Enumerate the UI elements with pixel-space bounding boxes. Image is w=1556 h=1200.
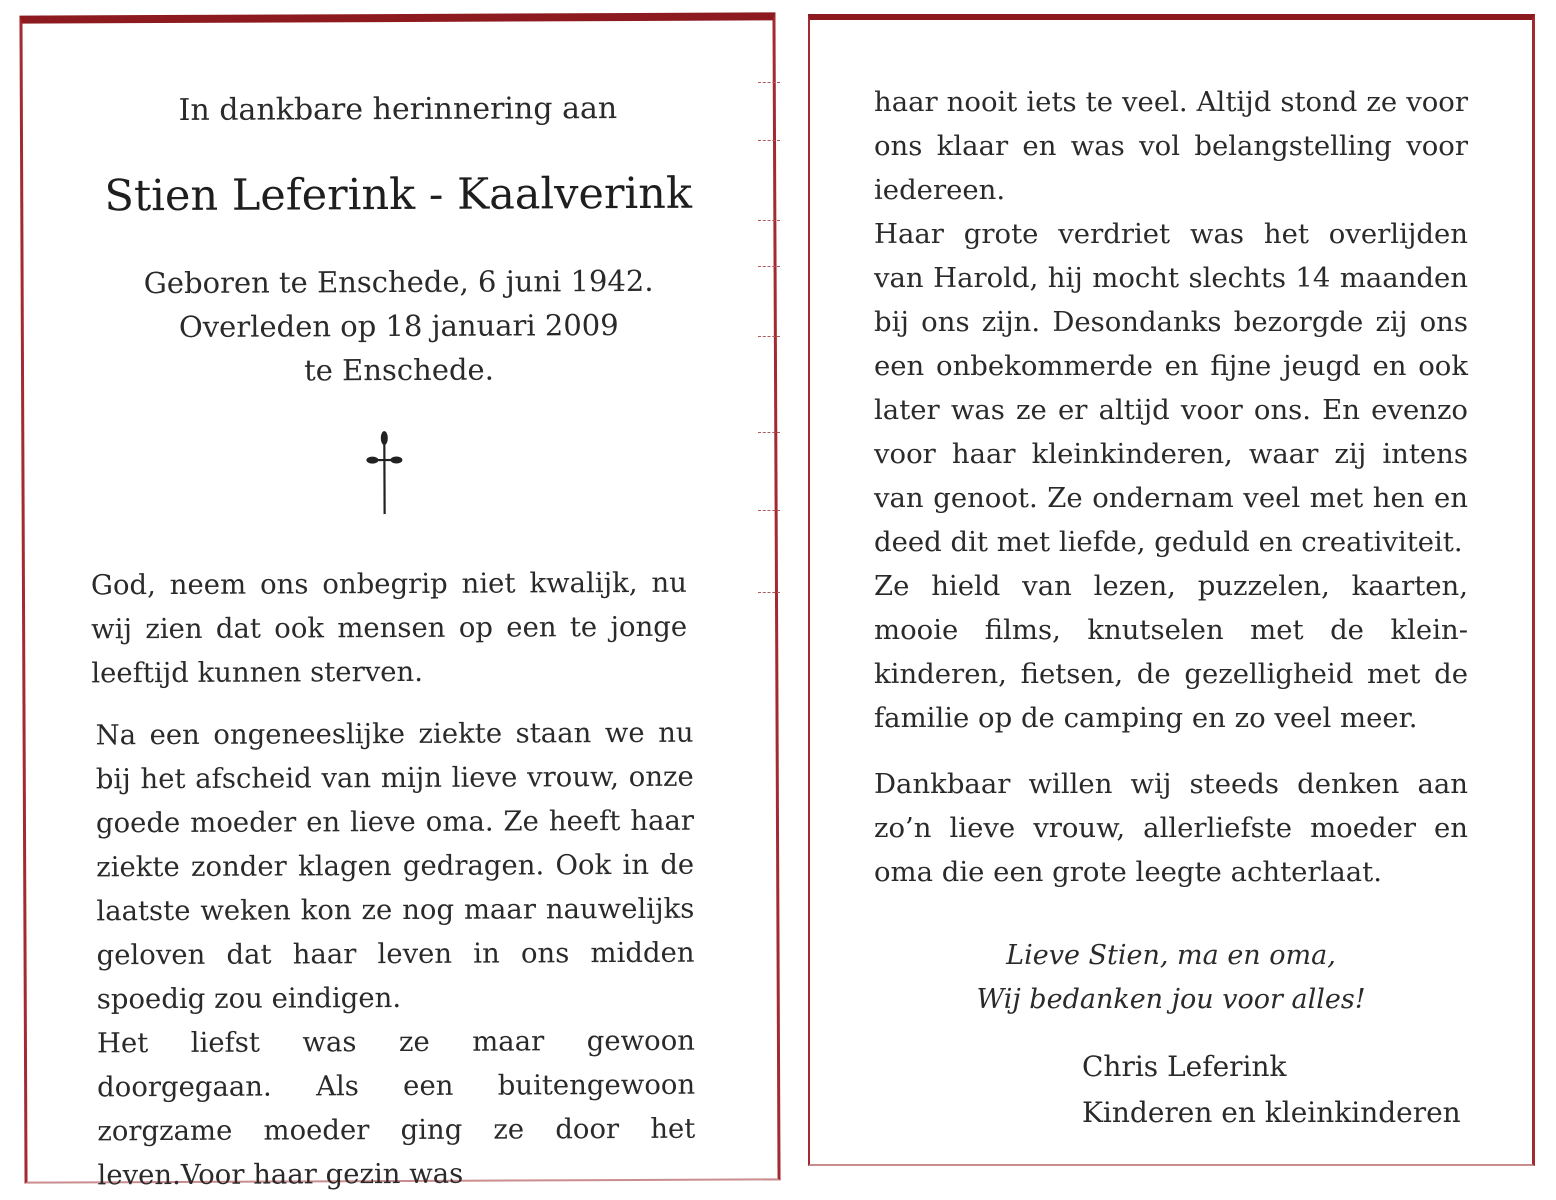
life-dates (24, 258, 775, 393)
hobbies-paragraph: Ze hield van lezen, puzzelen, kaarten, mooie films, knutselen met de klein-kinderen, fietsen, de gezelligheid met de familie op de camping en zo veel meer. (874, 570, 1468, 734)
cross-icon (364, 426, 404, 516)
continuation-paragraph: haar nooit iets te veel. Altijd stond ze voor ons klaar en was vol belangstelling voor iedereen. (874, 86, 1468, 206)
grief-paragraph: Haar grote verdriet was het overlijden van Harold, hij mocht slechts 14 maanden bij ons zijn. Desondanks bezorgde zij ons een onbekommerde en fijne jeugd en ook later was ze er altijd voor ons. En evenzo voor haar kleinkinderen, waar zij intens van genoot. Ze ondernam veel met hen en deed dit met liefde, geduld en creativiteit. (874, 218, 1468, 558)
birth-line: Geboren te Enschede, 6 juni 1942. (143, 263, 654, 301)
fold-marks (758, 40, 788, 640)
life-text (874, 80, 1468, 740)
closing-verse (810, 934, 1532, 1022)
illness-paragraph: Na een ongeneeslijke ziekte staan we nu bij het afscheid van mijn lieve vrouw, onze goede moeder en lieve oma. Ze heeft haar ziekte zonder klagen gedragen. Ook in de laatste weken kon ze nog maar nauwelijks geloven dat haar leven in ons midden spoedig zou eindigen. (95, 716, 695, 1016)
verse-line-2: Wij bedanken jou voor alles! (976, 984, 1366, 1015)
farewell-text (96, 711, 696, 1198)
mother-paragraph: Het liefst was ze maar gewoon doorgegaan. Als een buitengewoon zorgzame moeder ging ze door het leven.Voor haar gezin was (96, 1024, 696, 1192)
signature-block (1082, 1044, 1461, 1136)
signature-husband: Chris Leferink (1082, 1050, 1287, 1083)
death-place-line: te Enschede. (304, 352, 494, 388)
prayer-paragraph: God, neem ons onbegrip niet kwalijk, nu wij zien dat ook mensen op een te jonge leeftijd kunnen sterven. (90, 566, 688, 690)
verse-line-1: Lieve Stien, ma en oma, (1006, 940, 1336, 971)
death-line: Overleden op 18 januari 2009 (178, 308, 619, 344)
signature-family: Kinderen en kleinkinderen (1082, 1096, 1461, 1129)
right-card-page (808, 14, 1535, 1166)
intro-line: In dankbare herinnering aan (178, 91, 618, 128)
gratitude-paragraph: Dankbaar willen wij steeds denken aan zo’n lieve vrouw, allerliefste moeder en oma die een grote leegte achterlaat. (874, 768, 1468, 888)
deceased-name: Stien Leferink - Kaalverink (104, 168, 693, 222)
left-card-page (19, 12, 780, 1192)
